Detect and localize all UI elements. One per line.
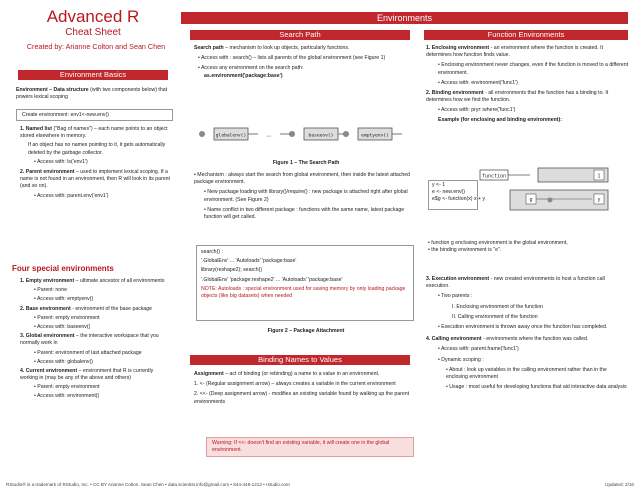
binding-header: Binding Names to Values [190,355,410,365]
figure1-caption: Figure 1 – The Search Path [272,160,340,166]
global-env-parent: • Parent: environment of last attached package [34,349,142,356]
empty-env-title: 1. Empty environment [20,278,75,284]
global-env-text: – the interactive workspace that you normally work in [20,333,159,347]
enclosing-env-title: 1. Enclosing environment [426,45,490,51]
execution-env-text: - new created environments to host a function call execution. [426,276,605,290]
assignment-bold: Assignment [194,371,224,377]
execution-thrown-away: • Execution environment is thrown away once the function has completed. [438,324,608,331]
named-list-text: ("Bag of names") – each name points to an object stored elsewhere in memory. [20,126,168,140]
empty-env-access: • Access with: emptyenv() [34,296,94,303]
env-basics-intro-text: (with two components below) that powers lexical scoping [16,87,168,101]
calling-env-text: - environments where the function was called. [481,336,589,343]
base-env-title: 2. Base environment [20,305,71,312]
function-env-body-mid [428,240,628,254]
code-line: e$g <- function(x) x + y [432,196,486,203]
library-bullet: • New package loading with library()/require() : new package is attached right after global environment. (See Figure 2) [204,189,408,203]
search-path-body [194,45,418,80]
regular-assignment: 1. <- (Regular assignment arrow) – always creates a variable in the current environment [194,381,396,388]
enclosing-is-global: • function g enclosing environment is the global environment, [428,240,568,246]
creators-line: Created by: Arianne Colton and Sean Chen [26,42,166,51]
search-path-node-label: globalenv() [215,133,247,139]
figure2-box [196,245,414,321]
code-line: y <- 1 [432,182,446,188]
current-env-parent: • Parent: empty environment [34,384,100,391]
warning-box: Warning: If <<- doesn't find an existing variable, it will create one in the global environment. [206,437,414,457]
environments-header: Environments [181,12,628,24]
search-path-diagram [194,118,418,154]
env-basics-intro [16,87,174,101]
current-env-access: • Access with: environment() [34,392,100,399]
function-env-body-top [426,45,630,124]
execution-env-title: 3. Execution environment [426,276,490,282]
parent-env-text: – used to implement lexical scoping. If a name is not found in an environment, then R will look in its parent (and so on). [20,169,170,190]
dynamic-about: • About : look up variables in the calling environment rather than in the enclosing environment [446,366,607,381]
two-parents: • Two parents : [438,293,473,300]
dynamic-usage: • Usage : most useful for developing functions that aid interactive data analysis [446,384,627,391]
function-diagram-label: g [529,197,533,203]
search-any-env-bullet: • Access any environment on the search path: [198,65,304,72]
parent-calling: II. Calling environment of the function [452,313,538,320]
function-diagram-label: function [481,173,507,180]
search-path-node-label: baseenv() [308,133,334,139]
mechanism-bullet: • Mechanism : always start the search from global environment, then inside the latest attached package environment. [194,172,411,186]
name-conflict-bullet: • Name conflict in two different package : functions with the same name, latest package function will get called. [204,206,405,221]
page-subtitle: Cheat Sheet [65,27,121,38]
page-title: Advanced R [46,7,140,26]
enclosing-env-text: - an environment where the function is created. It determines how function finds value. [426,45,604,59]
calling-env-title: 4. Calling environment [426,336,482,343]
function-code-box [428,180,486,210]
env-basics-body [20,126,172,200]
code-line: e <- new.env() [432,189,466,196]
figure2-caption: Figure 2 – Package Attachment [267,328,345,334]
function-env-body-bottom [426,276,628,391]
updated-date: Updated: 2/16 [605,482,634,487]
binding-is-e: • the binding environment is "e". [428,247,502,254]
binding-env-text: - all environments that the function has a binding to. It determines how we find the function. [426,90,609,104]
base-env-text: - environment of the base package [70,305,153,312]
parent-env-access: • Access with: parent.env('env1') [34,192,109,199]
global-env-access: • Access with: globalenv() [34,358,93,365]
binding-example-label: Example (for enclosing and binding environment): [438,116,562,123]
function-env-header: Function Environments [424,30,628,40]
binding-env-title: 2. Binding environment [426,90,484,97]
empty-env-text: – ultimate ancestor of all environments [74,278,165,284]
enclosing-access: • Access with: environment('func1') [438,79,518,86]
deep-assignment: 2. <<- (Deep assignment arrow) - modifies an existing variable found by walking up the parent environments [194,391,410,405]
env-basics-header: Environment Basics [18,70,168,80]
create-env-code: Create environment: env1<-new.env() [16,109,173,121]
base-env-access: • Access with: baseenv() [34,324,91,331]
named-list-title: 1. Named list [20,126,53,132]
calling-access: • Access with: parent.frame('func1') [438,346,519,353]
search-access-bullet: • Access with : search() – lists all parents of the global environment (see Figure 1) [198,55,386,62]
current-env-text: – environment that R is currently working in (may be any of the above and others) [20,368,154,382]
function-diagram-label: y [597,197,601,203]
function-diagram-label: 1 [597,173,601,180]
function-env-diagram [470,166,628,216]
current-env-title: 4. Current environment [20,368,78,375]
footer-text: RStudio® is a trademark of RStudio, Inc. • CC BY Arianne Colton, Sean Chen • data.scientist.info@gmail.com • 844-448-1212 • rstudio.com [6,482,290,487]
named-list-access: • Access with: ls('env1') [34,158,88,165]
parent-enclosing: I. Enclosing environment of the function [452,303,543,310]
search-path-node-label: emptyenv() [361,133,389,139]
autoloads-note: NOTE: Autoloads : special environment used for saving memory by only loading package objects (like big datasets) when needed [201,285,406,300]
empty-env-parent: • Parent: none [34,287,67,294]
figure2-line: '.GlobalEnv' 'package:reshape2' ... 'Autoloads' 'package:base' [201,276,343,283]
figure2-line: search() : [201,249,223,255]
binding-body [194,371,418,406]
figure2-line: library(reshape2); search() [201,267,263,274]
dynamic-scoping: • Dynamic scoping : [438,356,484,363]
named-list-gc: If an object has no names pointing to it, it gets automatically deleted by the garbage collector. [28,142,166,156]
search-mechanism [194,172,418,221]
binding-access: • Access with: pryr::where('func1') [438,107,516,114]
four-special-body [20,278,172,400]
figure2-line: '.GlobalEnv' ... 'Autoloads' 'package:base' [201,258,297,265]
search-path-header: Search Path [190,30,410,40]
four-special-header: Four special environments [12,264,114,273]
env-basics-intro-bold: Environment – Data structure [16,87,89,93]
parent-env-title: 2. Parent environment [20,169,75,176]
enclosing-never-changes: • Enclosing environment never changes, even if the function is moved to a different environment. [438,62,629,76]
as-environment-code: as.environment('package:base') [204,72,283,79]
assignment-text: – act of binding (or rebinding) a name to a value in an environment. [223,371,380,377]
search-path-intro-text: – mechanism to look up objects, particularly functions. [223,45,350,51]
global-env-title: 3. Global environment [20,333,75,340]
base-env-parent: • Parent: empty environment [34,314,100,321]
search-path-intro-bold: Search path [194,45,224,51]
search-path-node-label: ... [266,132,272,139]
